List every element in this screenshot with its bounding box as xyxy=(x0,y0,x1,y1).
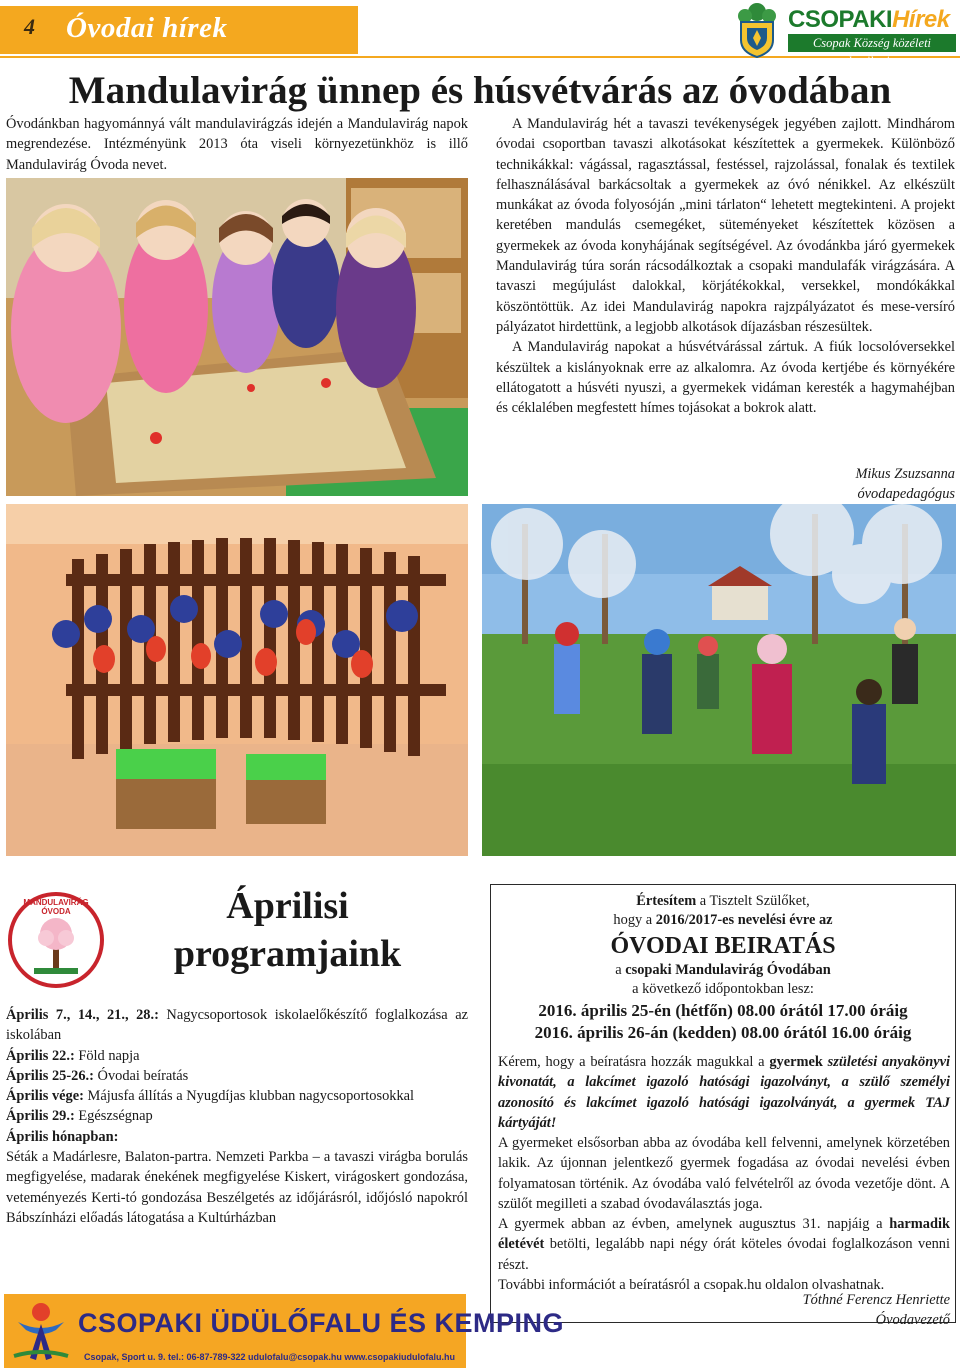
notice-greeting-bold: Értesítem xyxy=(636,893,697,909)
ad-contact-info: Csopak, Sport u. 9. tel.: 06-87-789-322 udulofalu@csopak.hu www.csopakiudulofalu.hu xyxy=(84,1352,456,1362)
notice-age-pre: A gyermek abban az évben, amelynek augusztus 31. napjáig a xyxy=(498,1216,890,1233)
program-date: Április 25-26. xyxy=(6,1067,90,1084)
notice-details-p2 xyxy=(498,1214,950,1275)
photo-children-baking xyxy=(6,178,468,496)
programs-title-line1: Áprilisi xyxy=(226,885,349,927)
notice-age-bold: harmadik életévét xyxy=(498,1216,950,1253)
program-text: Egészségnap xyxy=(74,1108,153,1125)
logo-text: MANDULAVIRÁG ÓVODA xyxy=(23,898,89,916)
program-item xyxy=(6,1127,468,1147)
program-text: Föld napja xyxy=(74,1047,140,1064)
article-body xyxy=(496,114,955,418)
section-title: Óvodai hírek xyxy=(66,12,228,44)
csopak-crest-icon xyxy=(733,2,781,58)
program-date: Április vége: xyxy=(6,1088,84,1105)
program-sep: : xyxy=(154,1007,159,1023)
notice-date-2: 2016. április 26-án (kedden) 08.00 órától 16.00 óráig xyxy=(534,1023,912,1042)
program-item xyxy=(6,1106,468,1126)
notice-signature xyxy=(498,1290,950,1330)
brand-name-part2: Hírek xyxy=(892,6,950,33)
notice-greeting: a Tisztelt Szülőket, xyxy=(696,893,810,909)
author-name: Mikus Zsuzsanna xyxy=(855,466,955,482)
program-sep: : xyxy=(69,1108,75,1125)
notice-location-name: csopaki Mandulavirág Óvodában xyxy=(625,962,831,978)
notice-signer-role: Óvodavezető xyxy=(875,1312,950,1328)
brand-subtitle: Csopak Község közéleti havilapja xyxy=(788,34,956,52)
brand-name-part1: CSOPAKI xyxy=(788,6,893,33)
notice-dates xyxy=(490,1000,956,1044)
article-signature xyxy=(600,464,955,505)
notice-documents xyxy=(498,1052,950,1133)
section-header-tab-edge xyxy=(330,6,358,54)
program-text: Nagycsoportosok iskolaelőkészítő foglalkozása az iskolában xyxy=(6,1007,468,1044)
programs-title xyxy=(160,882,415,978)
programs-title-line2: programjaink xyxy=(173,933,402,975)
campsite-figure-icon xyxy=(10,1300,72,1364)
ad-title: CSOPAKI ÜDÜLŐFALU ÉS KEMPING xyxy=(78,1308,565,1338)
notice-year: 2016/2017-es nevelési évre az xyxy=(655,912,833,928)
program-item xyxy=(6,1005,468,1046)
programs-list xyxy=(6,1005,468,1228)
notice-date-1: 2016. április 25-én (hétfőn) 08.00 órától 17.00 óráig xyxy=(538,1001,908,1020)
program-text: Óvodai beíratás xyxy=(93,1067,189,1084)
notice-documents-bold: gyermek xyxy=(769,1054,823,1070)
program-date: Április 29. xyxy=(6,1108,70,1125)
notice-location xyxy=(490,961,956,999)
notice-details-p1: A gyermeket elsősorban abba az óvodába kell felvenni, amelynek körzetében lakik. Az újonnan jelentkező gyermek fogadása az óvodai nevelési évben folyamatosan történik. Az óvodába való felvételről az óvoda vezetője dönt. A szülőt megilleti a szabad óvodaválasztás joga. xyxy=(498,1135,950,1212)
article-paragraph: A Mandulavirág napokat a húsvétvárással zártuk. A fiúk locsolóversekkel készültek a kislányoknak erre az alkalomra. Az óvoda kertjébe és környékére ellátogatott a húsvéti nyuszi, a gyermekek vidáman keresték a hagymahéjban és céklalében megfestett hímes tojásokat a bokrok alatt. xyxy=(496,339,955,417)
photo-easter-decoration xyxy=(6,504,468,856)
notice-age-rest: betölti, legalább napi négy órát köteles óvodai foglalkozáson venni részt. xyxy=(498,1236,950,1273)
notice-more-info: További információt a beíratásról a csopak.hu oldalon olvashatnak. xyxy=(498,1277,885,1294)
notice-intro xyxy=(490,892,956,930)
author-role: óvodapedagógus xyxy=(857,486,955,503)
almond-tree-icon xyxy=(30,912,82,976)
program-item xyxy=(6,1046,468,1066)
header-rule xyxy=(0,56,960,58)
program-date: Április 7., 14., 21., 28. xyxy=(6,1007,155,1023)
program-item xyxy=(6,1066,468,1086)
notice-year-pre: hogy a xyxy=(613,912,656,928)
program-date: Április 22. xyxy=(6,1047,70,1064)
program-sep: : xyxy=(69,1047,75,1064)
brand-logo xyxy=(788,6,950,34)
notice-details xyxy=(498,1133,950,1295)
article-paragraph: A Mandulavirág hét a tavaszi tevékenységek jegyében zajlott. Mindhárom óvodai csoportban tavaszi alkotásokat készítettek a gyermekek. Különböző technikákkal: vágással, ragasztással, festéssel, rajzolással, fonalak és textilek felhasználásával barkácsoltak a gyermekek az óvó nénikkel. Az elkészült munkákat az óvoda folyosóján „mini tárlaton“ lehetett megtekinteni. A projekt keretében mandulás csemegéket, süteményeket készítettek közösen a gyermekek az óvoda konyhájának segítségével. Az óvodánkba járó gyermekek Mandulavirág túra során rácsodálkoztak a csopaki mandulafák virágzására. A tavaszi megújulást dalokkal, körjátékokkal, versekkel, mondókákkal köszöntöttük. Az idei Mandulavirág napokra rajzpályázatot és mese-versíró pályázatot hirdettünk, a legjobb alkotások díjazásban részesültek. xyxy=(496,116,955,335)
program-monthly-text: Séták a Madárlesre, Balaton-partra. Nemzeti Parkba – a tavaszi virágba borulás megfigyelése, madarak énekének megfigyelése Kiskert, virágoskert gondozása, veteményezés Kerti-tó gondozása Beszélgetés az időjárásról, időjósló napokról Bábszínházi előadás látogatása a Kultúrházban xyxy=(6,1149,468,1226)
page-number: 4 xyxy=(24,14,35,39)
notice-location-pre: a xyxy=(615,962,626,978)
notice-schedule-intro: a következő időpontokban lesz: xyxy=(632,981,814,997)
program-sep: : xyxy=(89,1067,94,1084)
notice-documents-list: születési anyakönyvi kivonatát, a lakcímet igazoló hatósági igazolványt, a szülő személyi azonosító és lakcímet igazoló hatósági igazolványát, a gyermek TAJ kártyáját! xyxy=(498,1054,950,1131)
notice-documents-pre: Kérem, hogy a beíratásra hozzák magukkal a xyxy=(498,1054,770,1070)
photo-almond-blossom-walk xyxy=(482,504,956,856)
article-title: Mandulavirág ünnep és húsvétvárás az óvodában xyxy=(68,69,892,112)
program-item xyxy=(6,1086,468,1106)
program-date: Április hónapban: xyxy=(6,1128,119,1145)
notice-signer-name: Tóthné Ferencz Henriette xyxy=(802,1292,950,1308)
notice-heading: ÓVODAI BEIRATÁS xyxy=(610,933,836,959)
article-intro: Óvodánkban hagyománnyá vált mandulavirágzás idején a Mandulavirág napok megrendezése. Intézményünk 2013 óta viseli környezetünkhöz is illő Mandulavirág Óvoda nevet. xyxy=(6,116,468,173)
program-text: Májusfa állítás a Nyugdíjas klubban nagycsoportosokkal xyxy=(83,1088,415,1105)
